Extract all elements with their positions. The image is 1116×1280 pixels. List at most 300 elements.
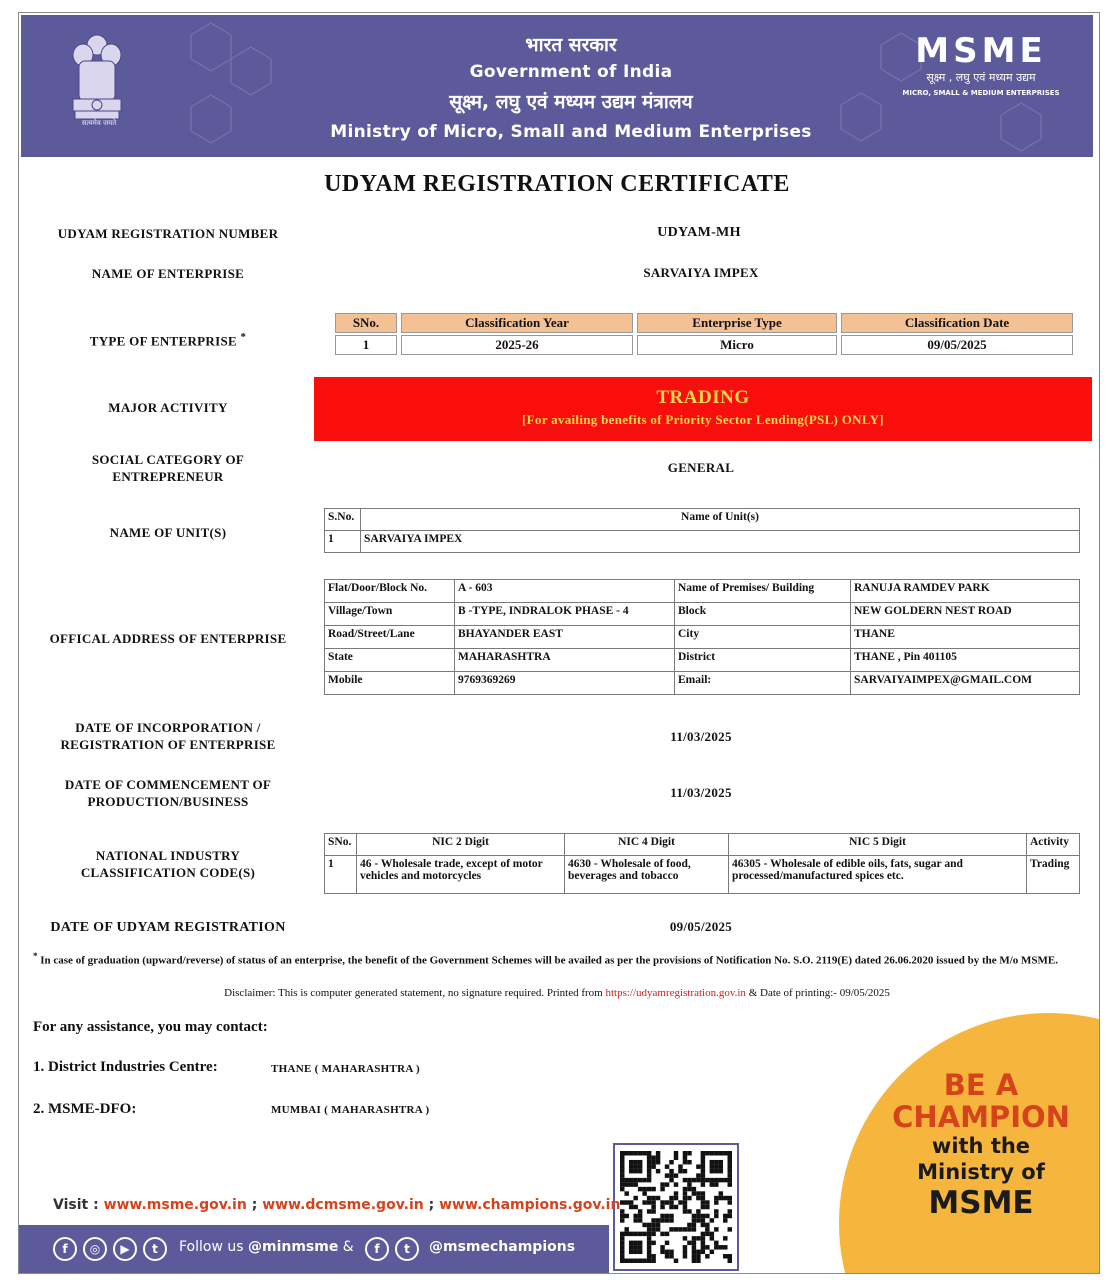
qr-module — [656, 1223, 660, 1227]
qr-module — [665, 1254, 669, 1258]
qr-module — [669, 1227, 673, 1231]
qr-module — [710, 1151, 714, 1155]
qr-module — [701, 1218, 705, 1222]
qr-module — [651, 1232, 655, 1236]
qr-module — [629, 1164, 633, 1168]
qr-module — [714, 1241, 718, 1245]
qr-module — [683, 1236, 687, 1240]
qr-module — [642, 1187, 646, 1191]
footnote-text: In case of graduation (upward/reverse) of status of an enterprise, the benefit of the Government Schemes will be availed as per the provisions of Notification No. S.O. 2119(E) dated 26.06.2020 issued by the M/o MSME. — [40, 954, 1059, 967]
follow-amp: & — [338, 1239, 354, 1255]
qr-module — [683, 1155, 687, 1159]
qr-module — [651, 1196, 655, 1200]
qr-module — [701, 1164, 705, 1168]
nic-header: NIC 4 Digit — [565, 834, 729, 856]
qr-module — [701, 1241, 705, 1245]
nic-cell: 4630 - Wholesale of food, beverages and tobacco — [565, 856, 729, 894]
classification-header-row — [335, 313, 1073, 333]
qr-module — [647, 1227, 651, 1231]
qr-module — [660, 1250, 664, 1254]
facebook-icon[interactable]: f — [365, 1237, 389, 1261]
qr-module — [660, 1187, 664, 1191]
qr-module — [638, 1214, 642, 1218]
enterprise-name-value: SARVAIYA IMPEX — [643, 265, 759, 280]
qr-module — [651, 1205, 655, 1209]
qr-module — [629, 1250, 633, 1254]
qr-module — [692, 1218, 696, 1222]
qr-module — [629, 1182, 633, 1186]
champions-site-link[interactable]: www.champions.gov.in — [439, 1197, 621, 1213]
qr-module — [620, 1232, 624, 1236]
qr-module — [647, 1196, 651, 1200]
msme-site-link[interactable]: www.msme.gov.in — [103, 1197, 247, 1213]
qr-module — [710, 1164, 714, 1168]
classification-cell: 09/05/2025 — [841, 335, 1073, 355]
qr-module — [651, 1200, 655, 1204]
units-header: Name of Unit(s) — [361, 509, 1080, 531]
qr-module — [705, 1254, 709, 1258]
qr-module — [647, 1160, 651, 1164]
units-row — [325, 531, 1080, 553]
qr-module — [638, 1259, 642, 1263]
qr-module — [723, 1218, 727, 1222]
qr-module — [696, 1164, 700, 1168]
qr-module — [728, 1182, 732, 1186]
address-key: Block — [675, 603, 851, 626]
qr-module — [620, 1164, 624, 1168]
qr-module — [701, 1236, 705, 1240]
major-activity-banner — [314, 377, 1092, 441]
qr-module — [642, 1178, 646, 1182]
social-category-value: GENERAL — [667, 460, 735, 475]
qr-module — [642, 1259, 646, 1263]
qr-module — [620, 1214, 624, 1218]
qr-module — [638, 1232, 642, 1236]
qr-module — [705, 1227, 709, 1231]
qr-module — [696, 1196, 700, 1200]
certificate-title: UDYAM REGISTRATION CERTIFICATE — [324, 171, 790, 197]
qr-module — [651, 1164, 655, 1168]
qr-module — [674, 1182, 678, 1186]
visit-separator: ; — [246, 1197, 263, 1213]
qr-module — [728, 1227, 732, 1231]
qr-module — [678, 1164, 682, 1168]
qr-module — [642, 1232, 646, 1236]
qr-module — [669, 1218, 673, 1222]
qr-module — [647, 1151, 651, 1155]
qr-module — [683, 1169, 687, 1173]
qr-module — [638, 1178, 642, 1182]
address-value: MAHARASHTRA — [455, 649, 675, 672]
qr-module — [620, 1250, 624, 1254]
address-value: NEW GOLDERN NEST ROAD — [851, 603, 1080, 626]
msme-logo-hindi: सूक्ष्म , लघु एवं मध्यम उद्यम — [926, 71, 1036, 84]
enterprise-name-label: NAME OF ENTERPRISE — [91, 266, 245, 281]
qr-module — [647, 1223, 651, 1227]
qr-module — [674, 1173, 678, 1177]
qr-module — [633, 1169, 637, 1173]
qr-module — [629, 1205, 633, 1209]
qr-module — [629, 1241, 633, 1245]
champion-line: Ministry of — [917, 1160, 1045, 1184]
qr-module — [633, 1232, 637, 1236]
dcmsme-site-link[interactable]: www.dcmsme.gov.in — [262, 1197, 424, 1213]
champion-line: with the — [931, 1134, 1031, 1158]
disclaimer — [19, 987, 1095, 999]
units-table — [324, 508, 1080, 553]
youtube-icon[interactable]: ▶ — [113, 1237, 137, 1261]
qr-module — [669, 1254, 673, 1258]
qr-module — [660, 1245, 664, 1249]
qr-module — [701, 1169, 705, 1173]
classification-header: Enterprise Type — [637, 313, 837, 333]
qr-module — [660, 1182, 664, 1186]
qr-module — [701, 1182, 705, 1186]
qr-module — [633, 1218, 637, 1222]
qr-module — [714, 1151, 718, 1155]
twitter-icon[interactable]: t — [395, 1237, 419, 1261]
address-key: Mobile — [325, 672, 455, 695]
qr-module — [629, 1151, 633, 1155]
nic-table — [324, 833, 1080, 894]
qr-module — [701, 1232, 705, 1236]
qr-module — [669, 1214, 673, 1218]
qr-module — [669, 1160, 673, 1164]
address-row — [325, 580, 1080, 603]
visit-separator: ; — [423, 1197, 440, 1213]
dfo-value: MUMBAI ( MAHARASHTRA ) — [271, 1104, 430, 1116]
qr-module — [714, 1200, 718, 1204]
qr-module — [687, 1160, 691, 1164]
qr-module — [629, 1160, 633, 1164]
social-category-label: SOCIAL CATEGORY OF ENTREPRENEUR — [91, 452, 245, 484]
address-value: RANUJA RAMDEV PARK — [851, 580, 1080, 603]
udyam-date-value: 09/05/2025 — [669, 919, 733, 934]
qr-module — [660, 1214, 664, 1218]
qr-module — [629, 1169, 633, 1173]
classification-cell: 1 — [335, 335, 397, 355]
qr-module — [669, 1205, 673, 1209]
qr-module — [660, 1218, 664, 1222]
address-value: THANE — [851, 626, 1080, 649]
qr-module — [683, 1187, 687, 1191]
facebook-icon[interactable]: f — [53, 1237, 77, 1261]
qr-module — [719, 1178, 723, 1182]
address-key: Name of Premises/ Building — [675, 580, 851, 603]
address-row — [325, 603, 1080, 626]
qr-module — [714, 1196, 718, 1200]
qr-module — [647, 1236, 651, 1240]
disclaimer-date: & Date of printing:- 09/05/2025 — [745, 987, 890, 999]
qr-module — [651, 1160, 655, 1164]
qr-module — [692, 1178, 696, 1182]
qr-module — [633, 1245, 637, 1249]
qr-module — [701, 1151, 705, 1155]
qr-module — [696, 1259, 700, 1263]
address-value: THANE , Pin 401105 — [851, 649, 1080, 672]
qr-module — [683, 1209, 687, 1213]
certificate — [18, 12, 1100, 1274]
nic-label: NATIONAL INDUSTRY CLASSIFICATION CODE(S) — [80, 848, 256, 880]
qr-module — [665, 1182, 669, 1186]
qr-module — [624, 1227, 628, 1231]
qr-module — [678, 1200, 682, 1204]
qr-module — [624, 1214, 628, 1218]
qr-module — [647, 1187, 651, 1191]
assistance-heading: For any assistance, you may contact: — [33, 1019, 268, 1035]
qr-module — [633, 1160, 637, 1164]
qr-module — [674, 1259, 678, 1263]
nic-header: NIC 2 Digit — [357, 834, 565, 856]
qr-module — [692, 1250, 696, 1254]
address-row — [325, 626, 1080, 649]
qr-module — [629, 1259, 633, 1263]
qr-module — [620, 1151, 624, 1155]
qr-module — [683, 1196, 687, 1200]
qr-module — [728, 1259, 732, 1263]
qr-module — [647, 1169, 651, 1173]
qr-module — [687, 1223, 691, 1227]
qr-module — [692, 1227, 696, 1231]
qr-module — [687, 1196, 691, 1200]
qr-module — [683, 1151, 687, 1155]
classification-cell: Micro — [637, 335, 837, 355]
qr-module — [723, 1254, 727, 1258]
type-asterisk: * — [240, 331, 247, 343]
visit-label: Visit : — [53, 1197, 104, 1213]
address-value: SARVAIYAIMPEX@GMAIL.COM — [851, 672, 1080, 695]
nic-cell: Trading — [1027, 856, 1080, 894]
qr-module — [728, 1169, 732, 1173]
qr-module — [620, 1245, 624, 1249]
qr-module — [642, 1191, 646, 1195]
qr-module — [696, 1178, 700, 1182]
qr-module — [692, 1241, 696, 1245]
qr-module — [651, 1223, 655, 1227]
qr-module — [674, 1196, 678, 1200]
qr-module — [714, 1164, 718, 1168]
qr-module — [633, 1241, 637, 1245]
qr-module — [651, 1209, 655, 1213]
qr-module — [696, 1236, 700, 1240]
qr-module — [696, 1214, 700, 1218]
qr-module — [692, 1236, 696, 1240]
qr-module — [624, 1151, 628, 1155]
qr-module — [710, 1178, 714, 1182]
qr-module — [660, 1232, 664, 1236]
nic-header: Activity — [1027, 834, 1080, 856]
handle-msmechampions[interactable]: @msmechampions — [429, 1239, 576, 1255]
emblem-caption: सत्यमेव जयते — [81, 119, 117, 127]
qr-module — [651, 1227, 655, 1231]
dfo-label: 2. MSME-DFO: — [33, 1101, 137, 1117]
qr-module — [665, 1218, 669, 1222]
address-table — [324, 579, 1080, 695]
nic-header: SNo. — [325, 834, 357, 856]
qr-module — [692, 1214, 696, 1218]
qr-module — [705, 1178, 709, 1182]
qr-module — [642, 1151, 646, 1155]
qr-module — [665, 1214, 669, 1218]
classification-header: Classification Date — [841, 313, 1073, 333]
qr-module — [638, 1245, 642, 1249]
qr-module — [647, 1232, 651, 1236]
qr-module — [669, 1200, 673, 1204]
qr-module — [651, 1187, 655, 1191]
qr-module — [683, 1160, 687, 1164]
qr-module — [701, 1178, 705, 1182]
qr-module — [683, 1250, 687, 1254]
qr-module — [647, 1241, 651, 1245]
major-activity-note: [For availing benefits of Priority Sector Lending(PSL) ONLY] — [522, 412, 884, 427]
qr-module — [624, 1182, 628, 1186]
qr-module — [633, 1250, 637, 1254]
qr-module — [723, 1178, 727, 1182]
qr-module — [719, 1196, 723, 1200]
reg-number-label: UDYAM REGISTRATION NUMBER — [57, 226, 279, 241]
msme-logo-english: MICRO, SMALL & MEDIUM ENTERPRISES — [902, 89, 1060, 97]
qr-module — [651, 1218, 655, 1222]
qr-module — [692, 1259, 696, 1263]
nic-header-row — [325, 834, 1080, 856]
qr-module — [710, 1218, 714, 1222]
qr-module — [728, 1160, 732, 1164]
qr-module — [719, 1164, 723, 1168]
qr-module — [701, 1160, 705, 1164]
qr-module — [638, 1218, 642, 1222]
qr-module — [638, 1187, 642, 1191]
instagram-icon[interactable]: ◎ — [83, 1237, 107, 1261]
type-label-text: TYPE OF ENTERPRISE — [89, 333, 237, 349]
qr-module — [665, 1200, 669, 1204]
qr-module — [719, 1151, 723, 1155]
qr-module — [678, 1169, 682, 1173]
qr-module — [728, 1209, 732, 1213]
champion-line: BE A — [943, 1068, 1019, 1102]
units-cell: SARVAIYA IMPEX — [361, 531, 1080, 553]
qr-module — [638, 1250, 642, 1254]
qr-module — [714, 1209, 718, 1213]
visit-links — [53, 1197, 620, 1213]
qr-module — [629, 1178, 633, 1182]
qr-module — [723, 1151, 727, 1155]
qr-module — [660, 1205, 664, 1209]
address-value: A - 603 — [455, 580, 675, 603]
english-ministry-title: Ministry of Micro, Small and Medium Enterprises — [330, 122, 812, 142]
qr-module — [701, 1191, 705, 1195]
qr-module — [638, 1169, 642, 1173]
qr-module — [714, 1227, 718, 1231]
classification-cell: 2025-26 — [401, 335, 633, 355]
qr-module — [669, 1250, 673, 1254]
address-key: District — [675, 649, 851, 672]
qr-module — [651, 1254, 655, 1258]
qr-module — [674, 1191, 678, 1195]
major-activity-label: MAJOR ACTIVITY — [108, 400, 228, 415]
qr-module — [714, 1169, 718, 1173]
footnote — [33, 949, 1083, 969]
qr-module — [701, 1245, 705, 1249]
qr-module — [728, 1254, 732, 1258]
reg-number-value: UDYAM-MH — [657, 225, 741, 240]
qr-module — [669, 1173, 673, 1177]
qr-module — [728, 1196, 732, 1200]
qr-module — [656, 1218, 660, 1222]
qr-module — [710, 1169, 714, 1173]
nic-cell: 46305 - Wholesale of edible oils, fats, sugar and processed/manufactured spices etc. — [729, 856, 1027, 894]
qr-module — [620, 1241, 624, 1245]
handle-minmsme[interactable]: @minmsme — [247, 1239, 339, 1255]
qr-module — [624, 1191, 628, 1195]
qr-module — [705, 1245, 709, 1249]
qr-module — [714, 1160, 718, 1164]
qr-module — [687, 1182, 691, 1186]
qr-module — [714, 1178, 718, 1182]
qr-module — [647, 1250, 651, 1254]
address-value: BHAYANDER EAST — [455, 626, 675, 649]
qr-module — [647, 1155, 651, 1159]
qr-module — [710, 1182, 714, 1186]
qr-module — [701, 1250, 705, 1254]
address-row — [325, 672, 1080, 695]
qr-module — [620, 1182, 624, 1186]
header-titles — [271, 31, 871, 145]
follow-label: Follow us — [179, 1239, 248, 1255]
champions-handle — [429, 1239, 575, 1255]
address-key: Email: — [675, 672, 851, 695]
qr-module — [728, 1151, 732, 1155]
qr-module — [696, 1209, 700, 1213]
qr-module — [687, 1227, 691, 1231]
qr-module — [620, 1218, 624, 1222]
address-key: State — [325, 649, 455, 672]
type-label — [23, 329, 313, 349]
qr-module — [647, 1209, 651, 1213]
qr-module — [638, 1241, 642, 1245]
qr-module — [687, 1187, 691, 1191]
qr-module — [696, 1191, 700, 1195]
qr-module — [620, 1236, 624, 1240]
udyam-portal-link[interactable]: https://udyamregistration.gov.in — [605, 987, 746, 999]
qr-module — [674, 1151, 678, 1155]
qr-module — [710, 1232, 714, 1236]
qr-module — [687, 1241, 691, 1245]
qr-module — [620, 1200, 624, 1204]
follow-text — [179, 1239, 354, 1255]
qr-module — [705, 1200, 709, 1204]
qr-module — [696, 1250, 700, 1254]
twitter-icon[interactable]: t — [143, 1237, 167, 1261]
hindi-govt-title: भारत सरकार — [525, 34, 617, 56]
qr-module — [633, 1182, 637, 1186]
qr-module — [620, 1254, 624, 1258]
english-govt-title: Government of India — [469, 62, 673, 82]
qr-module — [647, 1254, 651, 1258]
qr-module — [723, 1196, 727, 1200]
address-row — [325, 649, 1080, 672]
qr-module — [665, 1232, 669, 1236]
qr-module — [701, 1155, 705, 1159]
qr-module — [624, 1259, 628, 1263]
qr-module — [714, 1214, 718, 1218]
qr-module — [728, 1178, 732, 1182]
qr-module — [647, 1245, 651, 1249]
champion-line: CHAMPION — [892, 1100, 1070, 1134]
qr-module — [714, 1182, 718, 1186]
qr-module — [687, 1178, 691, 1182]
champion-line: MSME — [928, 1185, 1034, 1221]
qr-module — [633, 1205, 637, 1209]
